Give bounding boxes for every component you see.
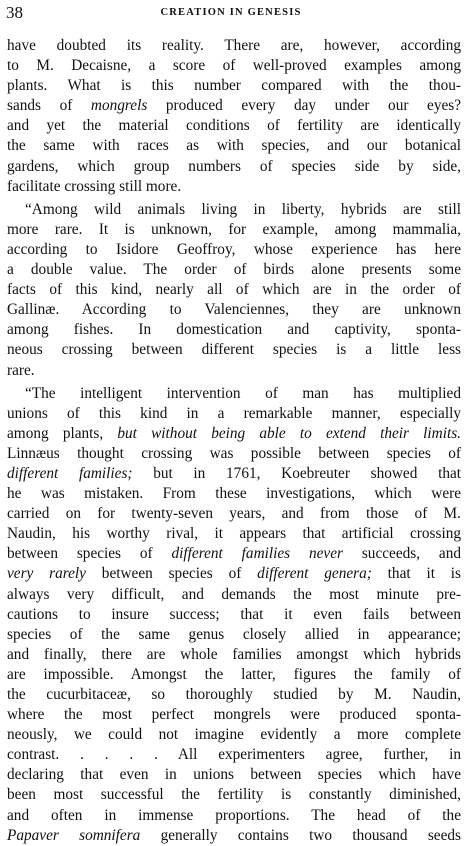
text-run: but in 1761, Koebreuter showed that: [132, 464, 462, 482]
text-run: generally contains two thousand seeds: [140, 826, 461, 844]
text-line: [7, 361, 461, 381]
text-line: [7, 705, 461, 725]
text-run: among plants,: [7, 424, 118, 442]
text-line: [7, 765, 461, 785]
text-line: [7, 564, 461, 584]
italic-text: different families;: [7, 464, 133, 482]
page-header: [6, 2, 456, 26]
text-run: neously, we could not imagine evidently a more complete: [7, 726, 461, 744]
text-run: sands of: [7, 97, 91, 115]
text-line: [7, 320, 461, 340]
text-run: declaring that even in unions between species which have: [7, 766, 461, 784]
text-line: [7, 645, 461, 665]
italic-text: different genera;: [257, 565, 372, 583]
text-run: always very difficult, and demands the most minute pre-: [7, 585, 461, 603]
text-run: been most successful the fertility is constantly diminished,: [7, 786, 461, 804]
text-line: [7, 605, 461, 625]
text-line: [7, 220, 461, 240]
text-line: [7, 136, 461, 156]
italic-text: but without being able to extend their limits.: [117, 424, 461, 442]
text-line: [7, 826, 461, 846]
text-line: [7, 76, 461, 96]
text-line: [7, 625, 461, 645]
text-run: according to Isidore Geoffroy, whose experience has here: [7, 240, 461, 258]
text-run: rare.: [7, 361, 35, 379]
text-line: [7, 280, 461, 300]
text-run: between species of: [7, 545, 172, 563]
text-line: [7, 404, 461, 424]
text-run: contrast. . . . . All experimenters agree, further, in: [7, 746, 461, 764]
text-run: among fishes. In domestication and captivity, sponta-: [7, 321, 461, 339]
text-line: [7, 240, 461, 260]
text-run: have doubted its reality. There are, however, according: [7, 37, 461, 54]
text-run: to M. Decaisne, a score of well-proved examples among: [7, 57, 461, 75]
text-line: [7, 504, 461, 524]
text-run: gardens, which group numbers of species side by side,: [7, 157, 461, 175]
paragraph: [7, 36, 461, 197]
text-line: [7, 665, 461, 685]
text-run: that it is: [371, 565, 461, 583]
text-run: more rare. It is unknown, for example, among mammalia,: [7, 220, 461, 238]
text-line: [7, 424, 461, 444]
text-run: where the most perfect mongrels were produced sponta-: [7, 706, 461, 724]
text-line: [7, 384, 461, 404]
text-line: [7, 725, 461, 745]
running-head: CREATION IN GENESIS: [160, 7, 302, 18]
text-line: [7, 177, 461, 197]
text-run: facilitate crossing still more.: [7, 177, 182, 195]
text-run: neous crossing between different species is a little less: [7, 341, 461, 359]
page-number: 38: [6, 3, 23, 22]
paragraph: [7, 384, 461, 846]
text-line: [7, 260, 461, 280]
text-run: “Among wild animals living in liberty, hybrids are still: [25, 200, 461, 218]
text-line: [7, 464, 461, 484]
paragraph: [7, 200, 461, 381]
text-line: [7, 116, 461, 136]
italic-text: very rarely: [7, 565, 86, 583]
text-run: facts of this kind, nearly all of which are in the order of: [7, 281, 461, 299]
text-run: and often in immense proportions. The head of the: [7, 806, 461, 824]
text-line: [7, 340, 461, 360]
text-run: Naudin, his worthy rival, it appears that artificial crossing: [7, 525, 461, 543]
text-run: succeeds, and: [342, 545, 462, 563]
text-line: [7, 96, 461, 116]
text-run: species of the same genus closely allied in appearance;: [7, 625, 461, 643]
text-run: and yet the material conditions of fertility are identically: [7, 117, 461, 135]
text-line: [7, 157, 461, 177]
text-line: [7, 685, 461, 705]
text-run: produced every day under our eyes?: [147, 97, 461, 115]
text-run: between species of: [85, 565, 258, 583]
text-run: and finally, there are whole families amongst which hybrids: [7, 645, 461, 663]
text-line: [7, 585, 461, 605]
text-line: [7, 544, 461, 564]
text-run: the cucurbitaceæ, so thoroughly studied by M. Naudin,: [7, 686, 461, 703]
text-run: carried on for twenty-seven years, and from those of M.: [7, 505, 461, 523]
text-line: [7, 524, 461, 544]
text-line: [7, 484, 461, 504]
text-line: [7, 444, 461, 464]
body-text: [7, 36, 461, 846]
italic-text: different families never: [171, 545, 343, 563]
text-run: plants. What is this number compared with the thou-: [7, 77, 461, 95]
text-run: the same with races as with species, and our botanical: [7, 137, 461, 155]
italic-text: Papaver somnifera: [7, 826, 141, 844]
text-line: [7, 56, 461, 76]
text-line: [7, 200, 461, 220]
text-run: “The intelligent intervention of man has multiplied: [25, 384, 461, 402]
text-run: Gallinæ. According to Valenciennes, they are unknown: [7, 301, 461, 319]
text-run: a double value. The order of birds alone presents some: [7, 261, 461, 279]
text-run: he was mistaken. From these investigations, which were: [7, 485, 461, 503]
text-run: Linnæus thought crossing was possible between species of: [7, 444, 461, 462]
text-line: [7, 806, 461, 826]
text-line: [7, 785, 461, 805]
italic-text: mongrels: [90, 97, 148, 115]
text-line: [7, 36, 461, 56]
text-line: [7, 300, 461, 320]
text-run: unions of this kind in a remarkable manner, especially: [7, 404, 461, 422]
text-run: cautions to insure success; that it even fails between: [7, 605, 461, 623]
text-line: [7, 745, 461, 765]
text-run: are impossible. Amongst the latter, figures the family of: [7, 665, 461, 683]
